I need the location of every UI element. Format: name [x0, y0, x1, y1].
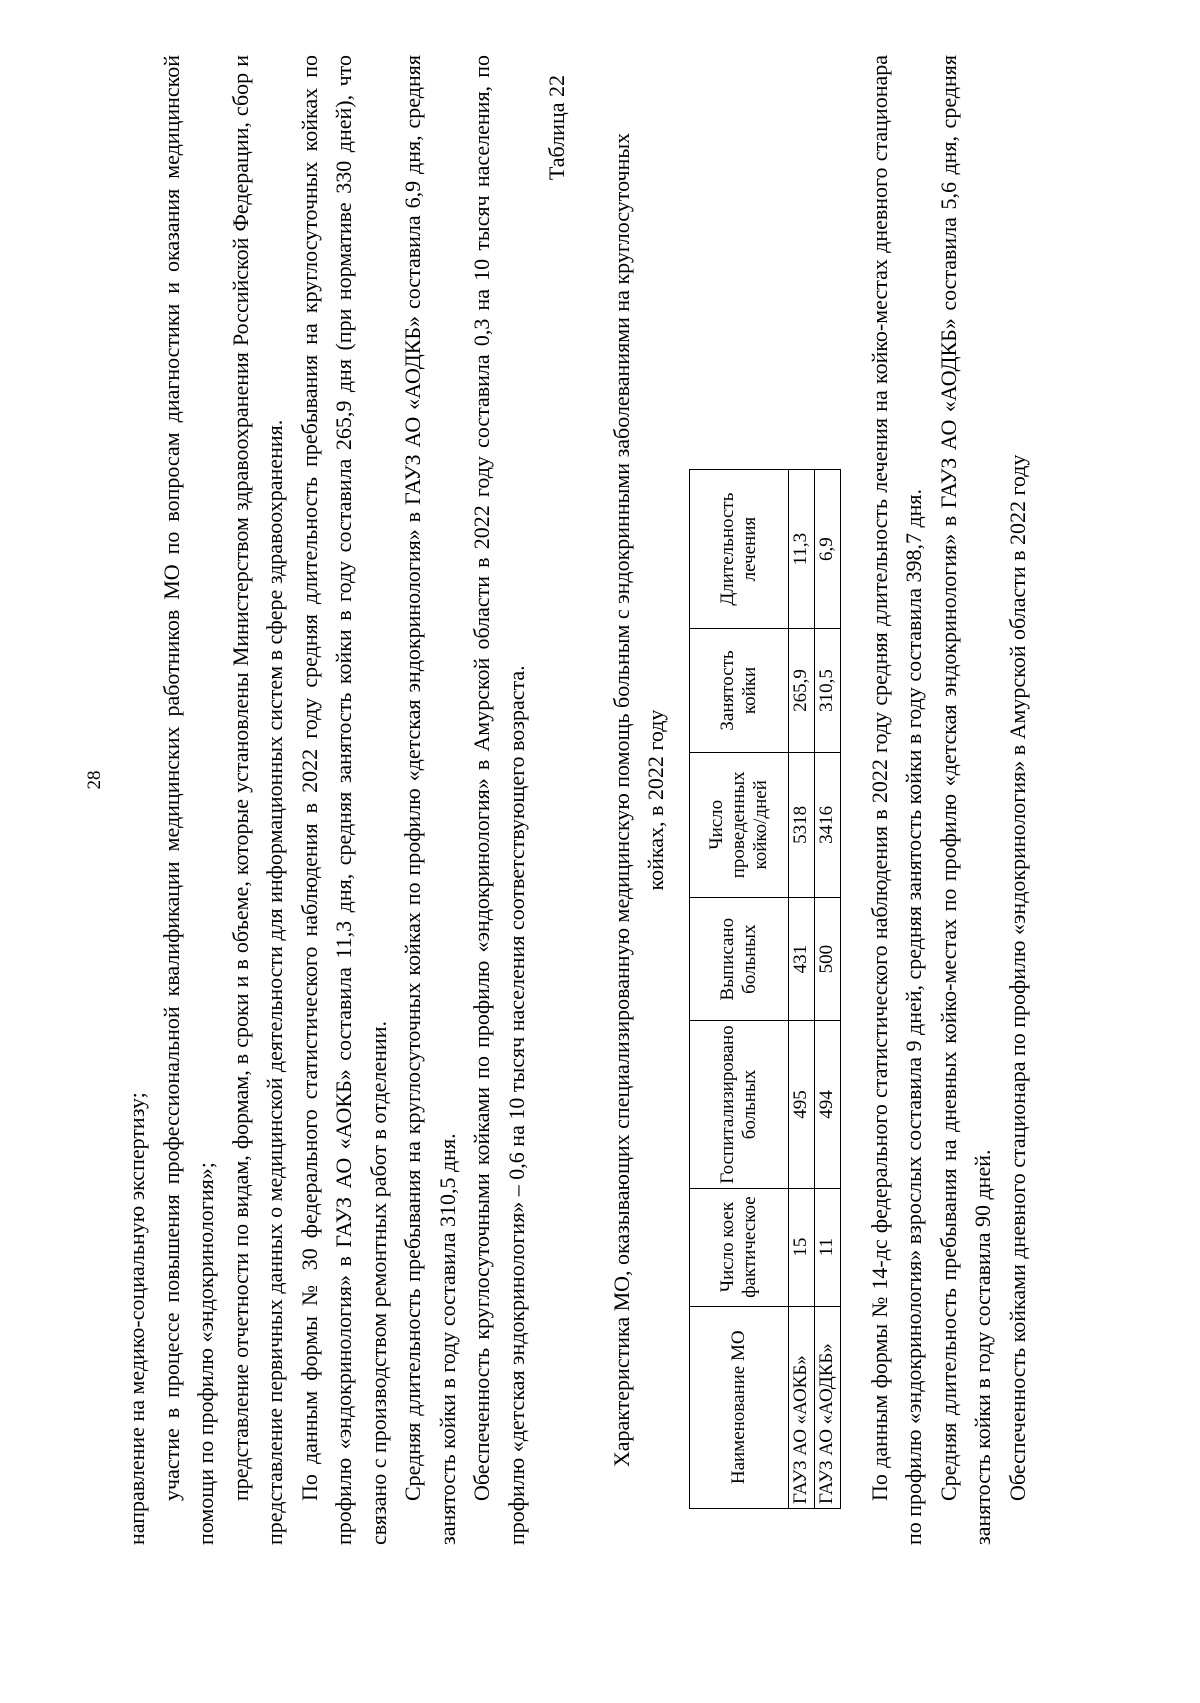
table-cell: 265,9 [788, 629, 814, 752]
paragraph: Обеспеченность круглосуточными койками по профилю «эндокринология» в Амурской области в 2022 году составила 0,3 на 10 тысяч населения, по профилю «детская эндокринология» – 0,6 на 10 тысяч населения соответствующего возраста. [469, 55, 529, 1545]
column-header: Занятость койки [689, 629, 788, 752]
table-row [788, 470, 814, 1509]
column-header: Число проведенных койко/дней [689, 752, 788, 897]
table-cell: 5318 [788, 752, 814, 897]
paragraph: Средняя длительность пребывания на круглосуточных койках по профилю «детская эндокринология» в ГАУЗ АО «АОДКБ» составила 6,9 дня, средняя занятость койки в году составила 310,5 дня. [400, 55, 460, 1545]
column-header: Число коек фактическое [689, 1188, 788, 1306]
table-header-row [689, 470, 788, 1509]
column-header: Выписано больных [689, 898, 788, 1021]
table-number: Таблица 22 [544, 75, 569, 181]
table-cell: 494 [814, 1021, 840, 1188]
table-row [814, 470, 840, 1509]
table-cell: 431 [788, 898, 814, 1021]
table-cell: 11 [814, 1188, 840, 1306]
paragraph: участие в процессе повышения профессиональной квалификации медицинских работников МО по вопросам диагностики и оказания медицинской помощи по профилю «эндокринология»; [158, 55, 218, 1545]
paragraph: Средняя длительность пребывания на дневных койко-местах по профилю «детская эндокринология» в ГАУЗ АО «АОДКБ» составила 5,6 дня, средняя занятость койки в году составила 90 дней. [935, 55, 995, 1545]
table-caption: Характеристика МО, оказывающих специализированную медицинскую помощь больным с эндокринными заболеваниями на круглосуточных койках, в 2022 году [608, 132, 668, 1468]
table-cell: 15 [788, 1188, 814, 1306]
column-header: Длительность лечения [689, 470, 788, 629]
page-number: 28 [84, 770, 105, 790]
table-cell: 11,3 [788, 470, 814, 629]
table-cell: 500 [814, 898, 840, 1021]
paragraph: направление на медико-социальную экспертизу; [124, 1092, 149, 1545]
paragraph: представление отчетности по видам, формам, в сроки и в объеме, которые установлены Министерством здравоохранения Российской Федерации, сбор и представление первичных данных о медицинской деятельности для информационных систем в сфере здравоохранения. [227, 55, 287, 1545]
table-cell: 6,9 [814, 470, 840, 629]
table-cell: 495 [788, 1021, 814, 1188]
table-cell: ГАУЗ АО «АОДКБ» [814, 1306, 840, 1508]
paragraph: По данным формы № 14-дс федерального статистического наблюдения в 2022 году средняя длительность лечения на койко-местах дневного стационара по профилю «эндокринология» взрослых составила 9 дней, средняя занятость койки в году составила 398,7 дня. [866, 55, 926, 1545]
data-table [689, 469, 841, 1509]
document-page [84, 55, 1060, 1545]
paragraph: По данным формы № 30 федерального статистического наблюдения в 2022 году средняя длительность пребывания на круглосуточных койках по профилю «эндокринология» в ГАУЗ АО «АОКБ» составила 11,3 дня, средняя занятость койки в году составила 265,9 дня (при нормативе 330 дней), что связано с производством ремонтных работ в отделении. [296, 55, 391, 1545]
paragraph: Обеспеченность койками дневного стационара по профилю «эндокринология» в Амурской области в 2022 году [1004, 454, 1030, 1501]
table-cell: 310,5 [814, 629, 840, 752]
table-cell: ГАУЗ АО «АОКБ» [788, 1306, 814, 1508]
table-cell: 3416 [814, 752, 840, 897]
column-header: Госпитализировано больных [689, 1021, 788, 1188]
column-header: Наименование МО [689, 1306, 788, 1508]
